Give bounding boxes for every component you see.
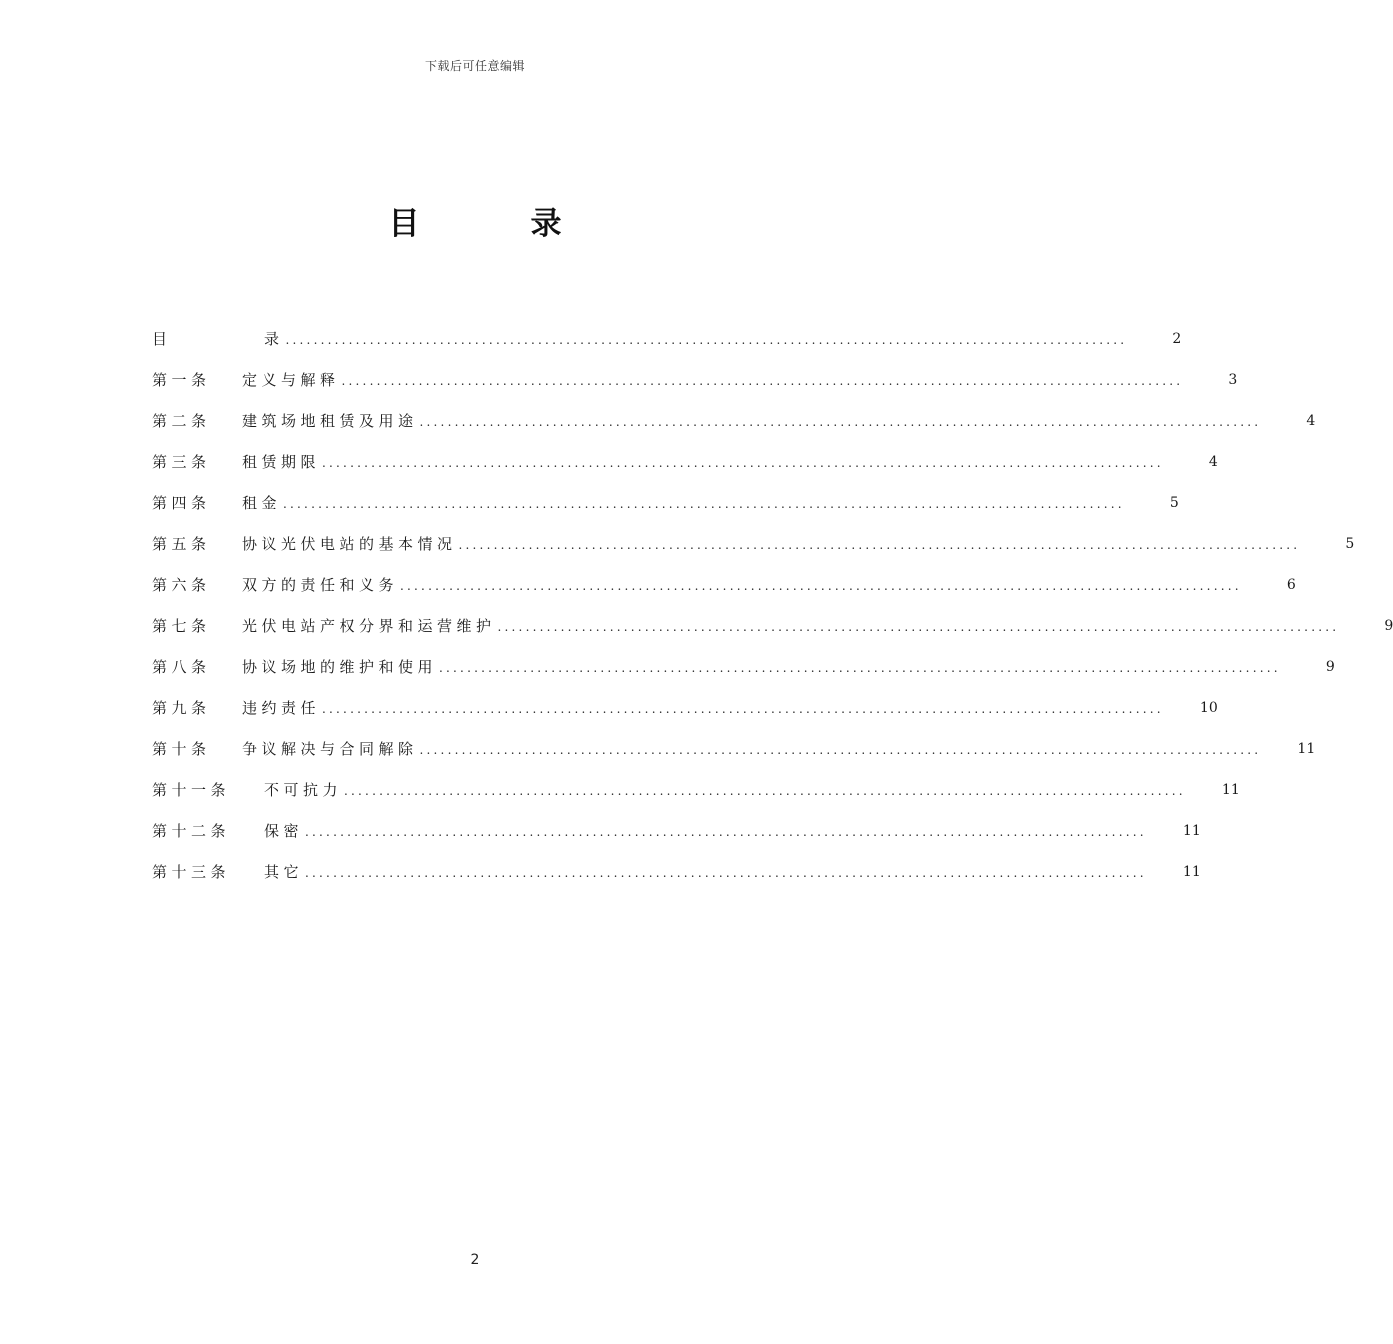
- toc-page-number: 10: [1199, 699, 1218, 716]
- toc-entry[interactable]: [152, 359, 1238, 400]
- toc-entry-label: [152, 574, 398, 595]
- toc-leader-dots: ........................................................................................................................: [322, 455, 1164, 470]
- toc-entry-label: [152, 861, 303, 882]
- toc-entry-title: 不可抗力: [264, 781, 343, 799]
- toc-article-number: 第二条: [152, 412, 211, 430]
- toc-entry-label: [152, 410, 418, 431]
- toc-article-number: 第一条: [152, 371, 211, 389]
- toc-leader-dots: ........................................................................................................................: [305, 865, 1147, 880]
- toc-page-number: 4: [1208, 453, 1218, 470]
- toc-entry[interactable]: [152, 441, 1218, 482]
- toc-entry[interactable]: [152, 687, 1218, 728]
- toc-entry[interactable]: [152, 318, 1182, 359]
- table-of-contents: [152, 318, 1393, 892]
- toc-entry[interactable]: [152, 523, 1355, 564]
- toc-page-number: 4: [1306, 412, 1316, 429]
- page-number: 2: [470, 1252, 480, 1268]
- toc-page-number: 9: [1384, 617, 1393, 634]
- toc-entry-title: 双方的责任和义务: [242, 576, 399, 594]
- toc-entry[interactable]: [152, 728, 1316, 769]
- toc-article-number: 第十三条: [152, 863, 231, 881]
- toc-article-number: 第十条: [152, 740, 211, 758]
- toc-entry-title: 定义与解释: [242, 371, 340, 389]
- toc-entry-label: [152, 779, 342, 800]
- toc-page-number: 5: [1169, 494, 1179, 511]
- toc-entry-label: [152, 533, 457, 554]
- page-title: 目 录: [388, 206, 602, 242]
- toc-leader-dots: ........................................................................................................................: [305, 824, 1147, 839]
- toc-entry-label: [152, 328, 284, 349]
- toc-entry-title: 租赁期限: [242, 453, 321, 471]
- toc-page-number: 9: [1325, 658, 1335, 675]
- toc-entry[interactable]: [152, 646, 1335, 687]
- toc-entry-title: 协议场地的维护和使用: [242, 658, 438, 676]
- toc-entry-label: [152, 451, 320, 472]
- toc-entry[interactable]: [152, 605, 1393, 646]
- toc-article-number: 第六条: [152, 576, 211, 594]
- toc-entry-label: [152, 615, 496, 636]
- toc-leader-dots: ........................................................................................................................: [458, 537, 1301, 552]
- toc-article-number: 目: [152, 330, 172, 348]
- toc-entry[interactable]: [152, 564, 1296, 605]
- toc-entry[interactable]: [152, 851, 1201, 892]
- toc-entry-label: [152, 492, 281, 513]
- toc-entry-title: 租金: [242, 494, 282, 512]
- toc-leader-dots: ........................................................................................................................: [400, 578, 1242, 593]
- toc-page-number: 2: [1172, 330, 1182, 347]
- toc-page-number: 11: [1182, 822, 1201, 839]
- toc-entry-title: 协议光伏电站的基本情况: [242, 535, 457, 553]
- toc-entry-title: 录: [264, 330, 284, 348]
- toc-page-number: 11: [1182, 863, 1201, 880]
- toc-article-number: 第八条: [152, 658, 211, 676]
- toc-entry-title: 争议解决与合同解除: [242, 740, 418, 758]
- toc-entry[interactable]: [152, 769, 1240, 810]
- toc-article-number: 第十二条: [152, 822, 231, 840]
- toc-article-number: 第七条: [152, 617, 211, 635]
- header-note: 下载后可任意编辑: [424, 59, 525, 73]
- toc-leader-dots: ........................................................................................................................: [322, 701, 1164, 716]
- toc-entry-label: [152, 656, 437, 677]
- toc-entry[interactable]: [152, 482, 1179, 523]
- toc-entry[interactable]: [152, 810, 1201, 851]
- toc-entry-title: 违约责任: [242, 699, 321, 717]
- toc-leader-dots: ........................................................................................................................: [285, 332, 1128, 347]
- toc-leader-dots: ........................................................................................................................: [419, 414, 1262, 429]
- toc-article-number: 第九条: [152, 699, 211, 717]
- toc-page-number: 3: [1228, 371, 1238, 388]
- toc-entry-label: [152, 369, 340, 390]
- toc-leader-dots: ........................................................................................................................: [341, 373, 1184, 388]
- toc-leader-dots: ........................................................................................................................: [344, 783, 1186, 798]
- toc-leader-dots: ........................................................................................................................: [283, 496, 1125, 511]
- toc-leader-dots: ........................................................................................................................: [439, 660, 1281, 675]
- toc-page-number: 11: [1221, 781, 1240, 798]
- toc-entry-title: 光伏电站产权分界和运营维护: [242, 617, 496, 635]
- toc-page-number: 6: [1286, 576, 1296, 593]
- toc-entry-label: [152, 820, 303, 841]
- toc-entry-label: [152, 738, 418, 759]
- toc-leader-dots: ........................................................................................................................: [419, 742, 1262, 757]
- toc-entry-title: 保密: [264, 822, 304, 840]
- toc-article-number: 第三条: [152, 453, 211, 471]
- toc-leader-dots: ........................................................................................................................: [497, 619, 1340, 634]
- toc-article-number: 第五条: [152, 535, 211, 553]
- toc-article-number: 第四条: [152, 494, 211, 512]
- toc-entry[interactable]: [152, 400, 1316, 441]
- toc-page-number: 5: [1345, 535, 1355, 552]
- toc-entry-title: 建筑场地租赁及用途: [242, 412, 418, 430]
- toc-entry-title: 其它: [264, 863, 304, 881]
- toc-article-number: 第十一条: [152, 781, 231, 799]
- toc-entry-label: [152, 697, 320, 718]
- toc-page-number: 11: [1297, 740, 1316, 757]
